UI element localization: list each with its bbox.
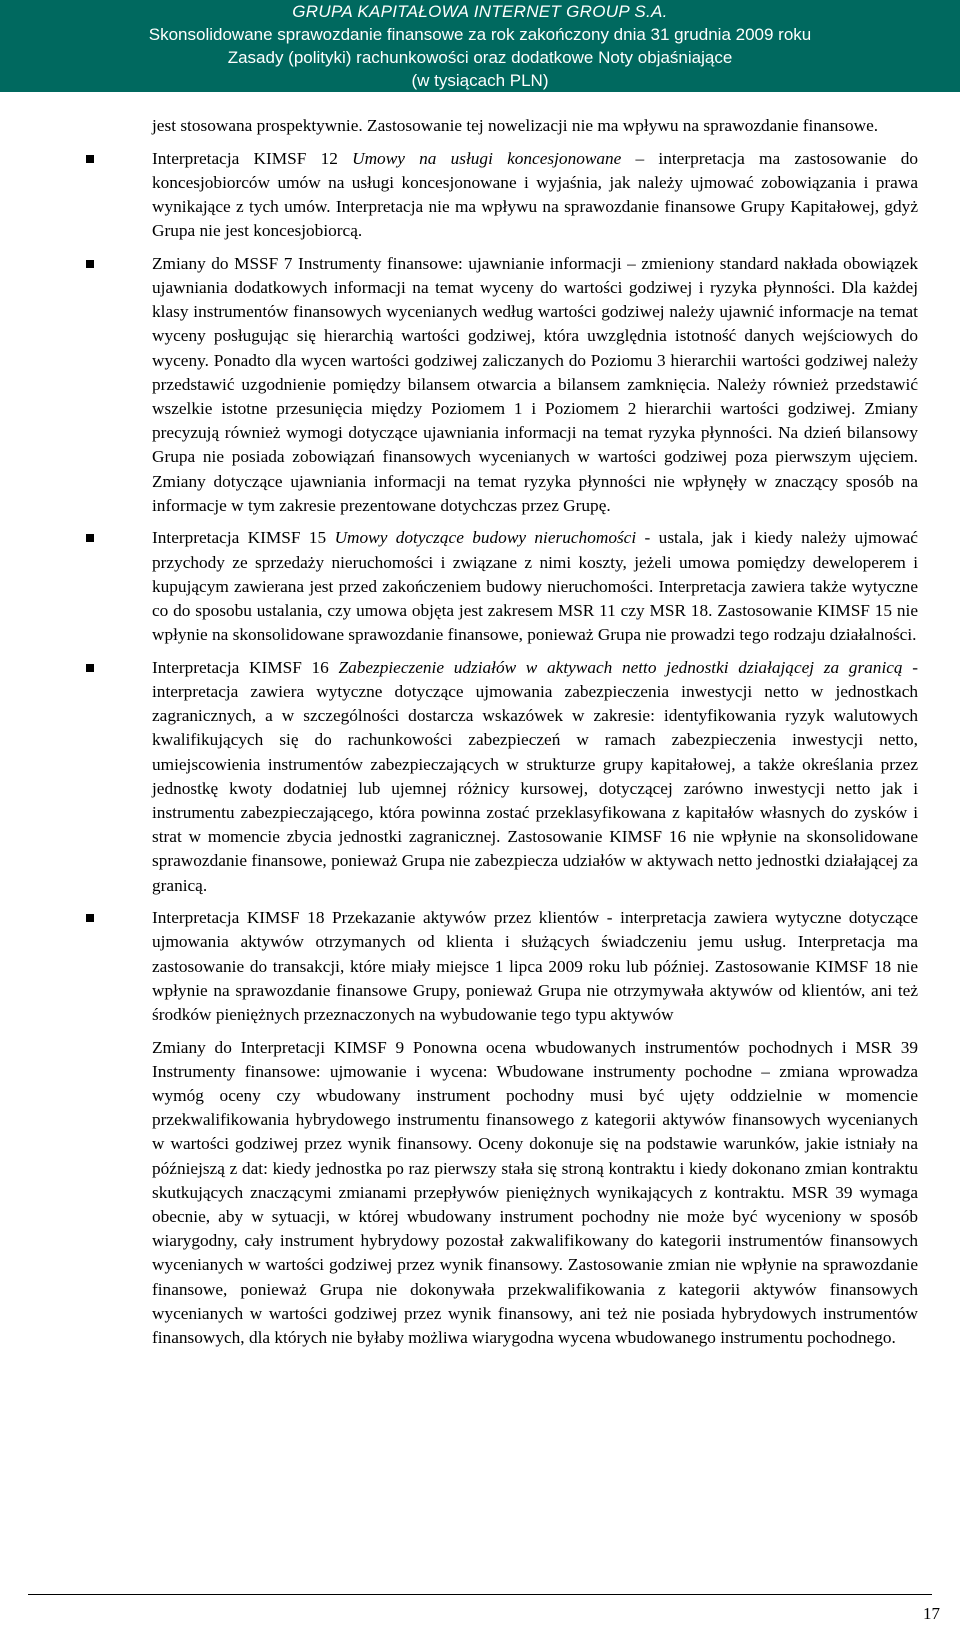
list-item [152,656,918,898]
square-bullet-icon [86,664,94,672]
intro-paragraph: jest stosowana prospektywnie. Zastosowanie tej nowelizacji nie ma wpływu na sprawozdanie finansowe. [152,116,879,135]
document-body [152,114,918,1359]
list-item [152,1036,918,1351]
item-body: – interpretacja ma zastosowanie do koncesjobiorców umów na usługi koncesjonowane i wyjaśnia, jak należy ujmować zobowiązania i prawa wynikające z tych umów. Interpretacja nie ma wpływu na sprawozdanie finansowe Grupy Kapitałowej, gdyż Grupa nie jest koncesjobiorcą. [152,148,918,241]
company-name: GRUPA KAPITAŁOWA INTERNET GROUP S.A. [292,2,668,21]
item-title: Umowy na usługi koncesjonowane [352,148,622,168]
item-title: Umowy dotyczące budowy nieruchomości [334,528,637,548]
section-title: Zasady (polityki) rachunkowości oraz dodatkowe Noty objaśniające [227,48,733,67]
list-item [152,147,918,244]
item-lead: Zmiany do Interpretacji KIMSF 9 Ponowna ocena wbudowanych instrumentów pochodnych i MSR 39 Instrumenty finansowe: ujmowanie i wycena: Wbudowane instrumenty pochodne – zmiana wprowadza wymóg oceny czy wbudowany instrument pochodny musi być ujęty oddzielnie w momencie przekwalifikowania hybrydowego instrumentu finansowego z kategorii aktywów finansowych wycenianych w wartości godziwej przez wynik finansowy. Oceny dokonuje się na podstawie warunków, jakie istniały na późniejszą z dat: kiedy jednostka po raz pierwszy stała się stroną kontraktu i kiedy dokonano zmian kontraktu skutkujących znaczącymi zmianami przepływów pieniężnych wynikających z kontraktu. MSR 39 wymaga obecnie, aby w sytuacji, w której wbudowany instrument pochodny nie może być wyceniony w sposób wiarygodny, cały instrument hybrydowy pozostał zakwalifikowany do kategorii instrumentów finansowych wycenianych w wartości godziwej przez wynik finansowy. Zastosowanie zmian nie wpłynie na sprawozdanie finansowe, ponieważ Grupa nie dokonywała przekwalifikowania z kategorii aktywów finansowych wycenianych w wartości godziwej przez wynik finansowy, ani też nie posiada hybrydowych instrumentów finansowych, dla których nie byłaby możliwa wiarygodna wycena wbudowanego instrumentu pochodnego. [152,1037,918,1348]
footer-divider [28,1594,932,1595]
list-item [152,906,918,1027]
list-item [152,252,918,518]
item-lead: Interpretacja KIMSF 16 [152,657,339,677]
square-bullet-icon [86,534,94,542]
item-body: - ustala, jak i kiedy należy ujmować przychody ze sprzedaży nieruchomości i związane z nimi koszty, jeżeli umowa pomiędzy deweloperem i kupującym zawierana jest przed zakończeniem budowy nieruchomości. Interpretacja zawiera także wytyczne co do sposobu ustalania, czy umowa objęta jest zakresem MSR 11 czy MSR 18. Zastosowanie KIMSF 15 nie wpłynie na skonsolidowane sprawozdanie finansowe, ponieważ Grupa nie prowadzi tego rodzaju działalności. [152,528,918,645]
item-lead: Zmiany do MSSF 7 Instrumenty finansowe: ujawnianie informacji – zmieniony standard nakłada obowiązek ujawniania dodatkowych informacji na temat wyceny do wartości godziwej i ryzyka płynności. Dla każdej klasy instrumentów finansowych wycenianych według wartości godziwej należy ujawnić informacje na temat wyceny posługując się hierarchią wartości godziwej, która uwzględnia istotność danych wejściowych do wyceny. Ponadto dla wycen wartości godziwej zaliczanych do Poziomu 3 hierarchii wartości godziwej należy przedstawić uzgodnienie pomiędzy bilansem otwarcia a bilansem zamknięcia. Należy również przedstawić wszelkie istotne przesunięcia między Poziomem 1 i Poziomem 2 hierarchii wartości godziwej. Zmiany precyzują również wymogi dotyczące ujawniania informacji na temat ryzyka płynności. Na dzień bilansowy Grupa nie posiada zobowiązań finansowych wycenianych w wartości godziwej poza pierwszym ujęciem. Zmiany dotyczące ujawniania informacji na temat ryzyka płynności nie wpłynęły w znaczący sposób na informacje w tym zakresie prezentowane dotychczas przez Grupę. [152,253,918,515]
item-body: - interpretacja zawiera wytyczne dotyczące ujmowania zabezpieczenia inwestycji netto w jednostkach zagranicznych, a w szczególności dostarcza wskazówek w zakresie: identyfikowania ryzyk walutowych kwalifikujących się do rachunkowości zabezpieczeń w ramach zabezpieczenia inwestycji netto, umiejscowienia instrumentów zabezpieczających w strukturze grupy kapitałowej, a także określania przez jednostkę kwoty dodatniej lub ujemnej różnicy kursowej, dotyczącej zarówno inwestycji netto jak i instrumentu zabezpieczającego, która powinna zostać przeklasyfikowana z kapitałów własnych do zysków i strat w momencie zbycia jednostki zagranicznej. Zastosowanie KIMSF 16 nie wpłynie na skonsolidowane sprawozdanie finansowe, ponieważ Grupa nie zabezpiecza udziałów w aktywach netto jednostki działającej za granicą. [152,657,919,895]
square-bullet-icon [86,155,94,163]
square-bullet-icon [86,260,94,268]
item-lead: Interpretacja KIMSF 15 [152,528,335,548]
square-bullet-icon [86,914,94,922]
currency-note: (w tysiącach PLN) [411,71,549,90]
item-lead: Interpretacja KIMSF 18 Przekazanie aktywów przez klientów - interpretacja zawiera wytyczne dotyczące ujmowania aktywów otrzymanych od klienta i służących świadczeniu jemu usług. Interpretacja ma zastosowanie do transakcji, które miały miejsce 1 lipca 2009 roku lub później. Zastosowanie KIMSF 18 nie wpłynie na sprawozdanie finansowe Grupy, ponieważ Grupa nie otrzymywała aktywów od klientów, ani też środków pieniężnych przeznaczonych na wybudowanie tego typu aktywów [152,908,918,1025]
page-number: 17 [923,1604,940,1623]
list-item [152,526,918,647]
item-lead: Interpretacja KIMSF 12 [152,148,353,168]
item-title: Zabezpieczenie udziałów w aktywach netto jednostki działającej za granicą [338,657,903,677]
page-header [0,0,960,92]
report-title: Skonsolidowane sprawozdanie finansowe za rok zakończony dnia 31 grudnia 2009 roku [148,25,812,44]
